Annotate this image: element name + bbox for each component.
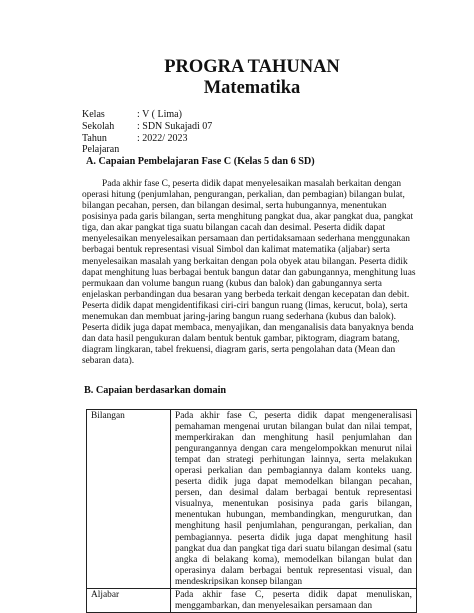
domain-cell: Bilangan <box>87 409 171 588</box>
section-a-paragraph-text: Pada akhir fase C, peserta didik dapat menyelesaikan masalah berkaitan dengan operasi hitung (penjumlahan, pengurangan, perkalian, dan pembagian) bilangan bulat, bilangan pecahan, persen, dan bilangan desimal, serta hubungannya, menentukan posisinya pada garis bilangan, serta menghitung pangkat dua, akar pangkat dua, pangkat tiga, dan akar pangkat tiga suatu bilangan cacah dan desimal. Peserta didik dapat menyelesaikan menyelesaikan persamaan dan pertidaksamaan sederhana menggunakan berbagai bentuk representasi visual Simbol dan kalimat matematika (aljabar) serta menyelesaikan masalah yang berkaitan dengan pola obyek atau bilangan. Peserta didik dapat menghitung luas berbagai bentuk bangun datar dan gabungannya, menghitung luas permukaan dan volume bangun ruang (kubus dan balok) dan gabungannya serta enjelaskan perbandingan dua besaran yang berbeda terkait dengan kecepatan dan debit. Peserta didik dapat mengidentifikasi ciri-ciri bangun ruang (limas, kerucut, bola), serta menemukan dan membuat jaring-jaring bangun ruang sederhana (kubus dan balok). Peserta didik juga dapat membaca, menyajikan, dan menganalisis data banyaknya benda dan data hasil pengukuran dalam bentuk bentuk gambar, piktogram, diagram batang, diagram lingkaran, tabel frekuensi, diagram garis, serta pengolahan data (Mean dan sebaran data). <box>82 179 416 366</box>
meta-info <box>82 109 422 156</box>
meta-value: : SDN Sukajadi 07 <box>137 120 213 132</box>
document-title: PROGRA TAHUNAN <box>164 57 340 77</box>
meta-label: Tahun Pelajaran <box>82 132 120 156</box>
table-row <box>87 588 417 612</box>
meta-label: Sekolah <box>82 120 115 132</box>
description-cell: Pada akhir fase C, peserta didik dapat mengeneralisasi pemahaman mengenai urutan bilangan bulat dan nilai tempat, memperkirakan dan menghitung hasil penjumlahan dan pengurangannya dengan cara mengelompokkan menurut nilai tempat dan strategi perhitungan lainnya, serta melakukan operasi perkalian dan pembagiannya dalam konteks uang. peserta didik juga dapat memodelkan bilangan pecahan, persen, dan desimal dalam berbagai bentuk representasi visualnya, menentukan posisinya pada garis bilangan, menentukan hubungan, membandingkan, mengurutkan, dan menghitung hasil penjumlahan, pengurangan, perkalian, dan pembagiannya. peserta didik juga dapat menghitung hasil pangkat dua dan pangkat tiga dari suatu bilangan desimal (satu angka di belakang koma), memodelkan bilangan bulat dan operasinya dalam berbagai bentuk representasi visual, dan mendeskripsikan konsep bilangan <box>171 409 417 588</box>
meta-row-tahun-pelajaran <box>82 133 422 157</box>
table-row <box>87 409 417 588</box>
domain-table <box>86 409 417 613</box>
document-subtitle: Matematika <box>203 78 301 98</box>
description-cell: Pada akhir fase C, peserta didik dapat menuliskan, menggambarkan, dan menyelesaikan persamaan dan <box>171 588 417 612</box>
meta-row-sekolah <box>82 121 422 133</box>
meta-label: Kelas <box>82 109 105 120</box>
section-a-paragraph <box>82 179 422 367</box>
domain-cell: Aljabar <box>87 588 171 612</box>
section-b-heading: B. Capaian berdasarkan domain <box>84 384 227 396</box>
meta-value: : V ( Lima) <box>137 109 182 120</box>
section-a-heading: A. Capaian Pembelajaran Fase C (Kelas 5 dan 6 SD) <box>86 156 315 168</box>
meta-row-kelas <box>82 109 422 121</box>
meta-value: : 2022/ 2023 <box>137 132 188 144</box>
